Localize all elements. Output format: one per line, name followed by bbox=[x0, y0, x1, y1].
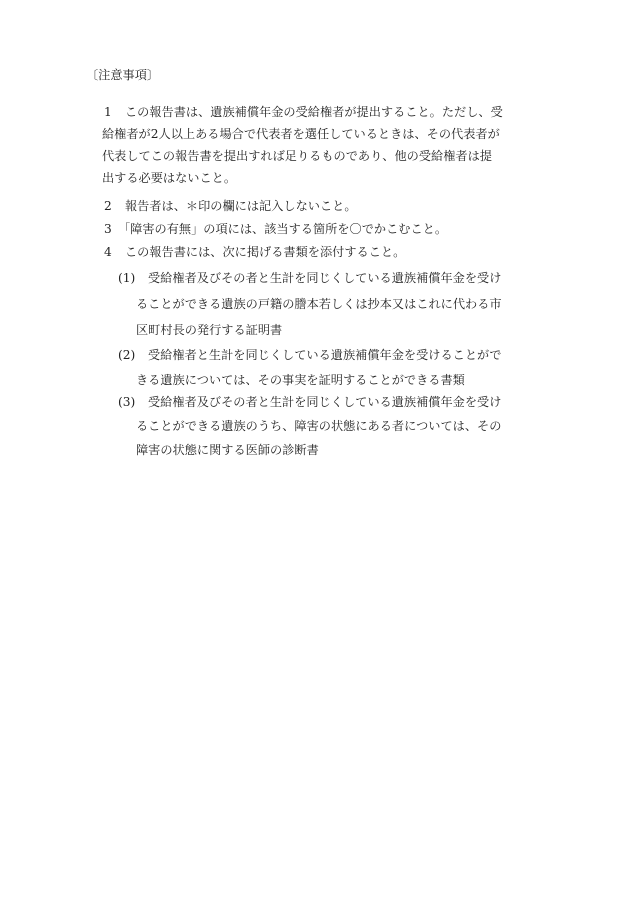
note-text-line: 出する必要はないこと。 bbox=[102, 171, 237, 185]
note-text-line: この報告書には、次に掲げる書類を添付すること。 bbox=[125, 245, 406, 259]
note-number: 2 bbox=[104, 199, 112, 213]
subitem-number: (3) bbox=[118, 395, 136, 409]
note-number: 4 bbox=[104, 245, 112, 259]
note-text-line: 報告者は、＊印の欄には記入しないこと。 bbox=[125, 199, 357, 213]
note-number: 1 bbox=[104, 105, 112, 119]
note-text-line: 給権者が2人以上ある場合で代表者を選任しているときは、その代表者が bbox=[102, 127, 500, 141]
subitem-text-line: 区町村長の発行する証明書 bbox=[136, 323, 283, 337]
subitem-text-line: 受給権者と生計を同じくしている遺族補償年金を受けることがで bbox=[148, 348, 502, 362]
note-text-line: 代表してこの報告書を提出すれば足りるものであり、他の受給権者は提 bbox=[102, 149, 492, 163]
subitem-text-line: ることができる遺族のうち、障害の状態にある者については、その bbox=[136, 419, 502, 433]
subitem-text-line: きる遺族については、その事実を証明することができる書類 bbox=[136, 373, 465, 387]
subitem-number: (2) bbox=[118, 348, 136, 362]
subitem-text-line: 受給権者及びその者と生計を同じくしている遺族補償年金を受け bbox=[148, 395, 502, 409]
note-number: 3 bbox=[104, 222, 112, 236]
note-text-line: 「障害の有無」の項には、該当する箇所を〇でかこむこと。 bbox=[118, 222, 448, 236]
subitem-text-line: ることができる遺族の戸籍の謄本若しくは抄本又はこれに代わる市 bbox=[136, 297, 502, 311]
subitem-number: (1) bbox=[118, 271, 136, 285]
note-text-line: この報告書は、遺族補償年金の受給権者が提出すること。ただし、受 bbox=[125, 105, 503, 119]
subitem-text-line: 受給権者及びその者と生計を同じくしている遺族補償年金を受け bbox=[148, 271, 502, 285]
notes-title: 〔注意事項〕 bbox=[86, 68, 160, 82]
subitem-text-line: 障害の状態に関する医師の診断書 bbox=[136, 443, 319, 457]
